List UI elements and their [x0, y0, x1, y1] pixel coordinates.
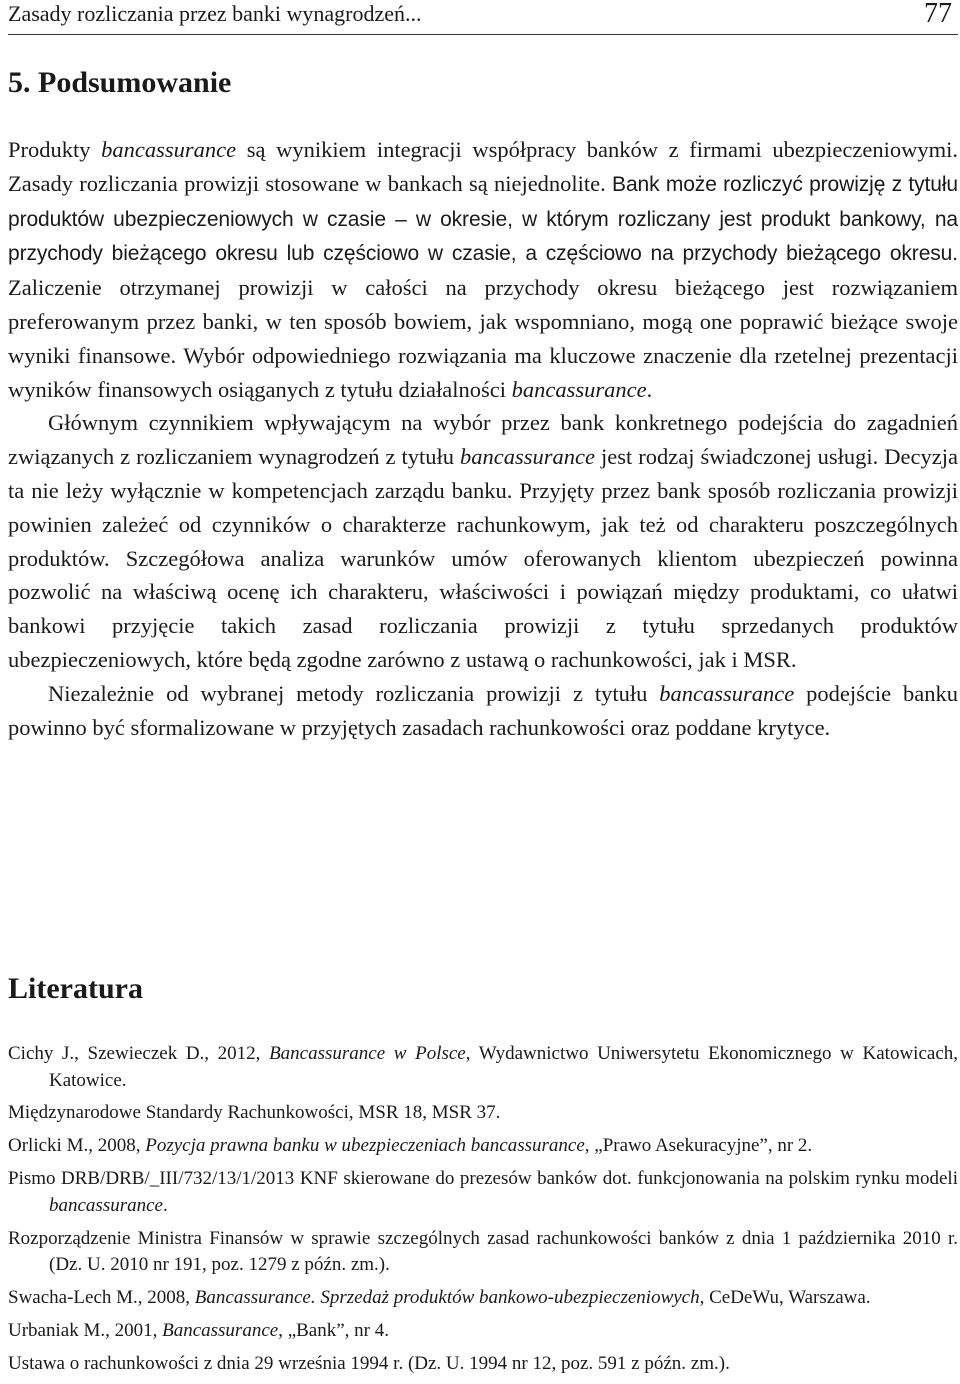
p3-term: bancassurance — [659, 680, 795, 706]
ref-text: Cichy J., Szewieczek D., 2012, — [8, 1043, 270, 1064]
p1-term-a: bancassurance — [101, 137, 237, 162]
running-header — [8, 0, 958, 35]
p2-text-b: jest rodzaj świadczonej usługi. Decyzja ta nie leży wyłącznie w kompetencjach zarządu banku. Przyjęty przez bank sposób rozliczania prowizji powinien zależeć od czynników o charakterze rachunkowym, jak też od charakteru poszczególnych produktów. Szczegółowa analiza warunków umów oferowanych klientom ubezpieczeń powinna pozwolić na właściwą ocenę ich charakteru, właściwości i powiązań między produktami, co ułatwi bankowi przyjęcie takich zasad rozliczania prowizji z tytułu sprzedanych produktów ubezpieczeniowych, które będą zgodne zarówno z ustawą o rachunkowości, jak i MSR. — [8, 444, 958, 672]
ref-text: Urbaniak M., 2001, — [8, 1319, 163, 1341]
section-heading: 5. Podsumowanie — [8, 66, 232, 99]
ref-title: Pozycja prawna banku w ubezpieczeniach bancassurance — [145, 1135, 585, 1157]
reference-item — [8, 1100, 958, 1127]
reference-item — [8, 1285, 958, 1312]
ref-title: Bancassurance w Polsce — [269, 1043, 466, 1064]
ref-text: , „Bank”, nr 4. — [278, 1319, 389, 1341]
p1-text-d: . — [646, 376, 653, 402]
p3-text-b: podejście banku powinno być sformalizowane w przyjętych zasadach rachunkowości oraz poddane krytyce. — [8, 680, 958, 740]
p1-term-b: bancassurance — [511, 376, 647, 402]
reference-item — [8, 1226, 958, 1279]
ref-text: Pismo DRB/DRB/_III/732/13/1/2013 KNF skierowane do prezesów banków dot. funkcjonowania na polskim rynku modeli — [8, 1168, 958, 1190]
ref-text: Swacha-Lech M., 2008, — [8, 1286, 195, 1308]
reference-item — [8, 1166, 958, 1219]
reference-item — [8, 1041, 958, 1094]
ref-text: . — [162, 1194, 168, 1216]
ref-title: Bancassurance — [162, 1319, 279, 1341]
p1-text-a: Produkty — [8, 137, 102, 162]
p2-term: bancassurance — [460, 444, 596, 470]
p3-text-a: Niezależnie od wybranej metody rozliczania prowizji z tytułu — [48, 680, 660, 706]
body-text — [8, 133, 958, 744]
literature-heading: Literatura — [8, 972, 143, 1005]
ref-text: Rozporządzenie Ministra Finansów w sprawie szczególnych zasad rachunkowości banków z dnia 1 października 2010 r. (Dz. U. 2010 nr 191, poz. 1279 z późn. zm.). — [8, 1227, 958, 1276]
page-number: 77 — [924, 0, 952, 29]
ref-text: Orlicki M., 2008, — [8, 1135, 146, 1157]
ref-title: bancassurance — [49, 1194, 163, 1216]
reference-item — [8, 1133, 958, 1160]
ref-text: , Wydawnictwo Uniwersytetu Ekonomicznego w Katowicach, Katowice. — [49, 1043, 958, 1091]
p2-text-a: Głównym czynnikiem wpływającym na wybór przez bank konkretnego podejścia do zagadnień związanych z rozliczaniem wynagrodzeń z tytułu — [8, 410, 958, 470]
ref-text: , CeDeWu, Warszawa. — [699, 1286, 871, 1308]
paragraph-1 — [8, 133, 958, 406]
ref-text: , „Prawo Asekuracyjne”, nr 2. — [584, 1135, 813, 1157]
reference-item — [8, 1351, 958, 1378]
reference-list — [8, 1041, 958, 1384]
ref-title: Bancassurance. Sprzedaż produktów bankowo-ubezpieczeniowych — [194, 1286, 700, 1308]
paragraph-3 — [8, 677, 958, 745]
running-header-title: Zasady rozliczania przez banki wynagrodzeń... — [8, 1, 422, 26]
ref-text: Ustawa o rachunkowości z dnia 29 września 1994 r. (Dz. U. 1994 nr 12, poz. 591 z późn. zm.). — [8, 1352, 730, 1374]
ref-text: Międzynarodowe Standardy Rachunkowości, MSR 18, MSR 37. — [8, 1102, 501, 1124]
p1-text-b: są wynikiem integracji współpracy banków z firmami ubezpieczeniowymi. Zasady rozliczania prowizji stosowane w bankach są niejednolite. — [8, 137, 958, 196]
p1-text-c: Zaliczenie otrzymanej prowizji w całości na przychody okresu bieżącego jest rozwiązaniem preferowanym przez banki, w ten sposób bowiem, jak wspomniano, mogą one poprawić bieżące swoje wyniki finansowe. Wybór odpowiedniego rozwiązania ma kluczowe znaczenie dla rzetelnej prezentacji wyników finansowych osiąganych z tytułu działalności — [8, 275, 958, 402]
p1-sans-passage: Bank może rozliczyć prowizję z tytułu produktów ubezpieczeniowych w czasie – w okresie, w którym rozliczany jest produkt bankowy, na przychody bieżącego okresu lub częściowo w czasie, a częściowo na przychody bieżącego okresu. — [8, 172, 958, 266]
paragraph-2 — [8, 406, 958, 676]
reference-item — [8, 1318, 958, 1345]
